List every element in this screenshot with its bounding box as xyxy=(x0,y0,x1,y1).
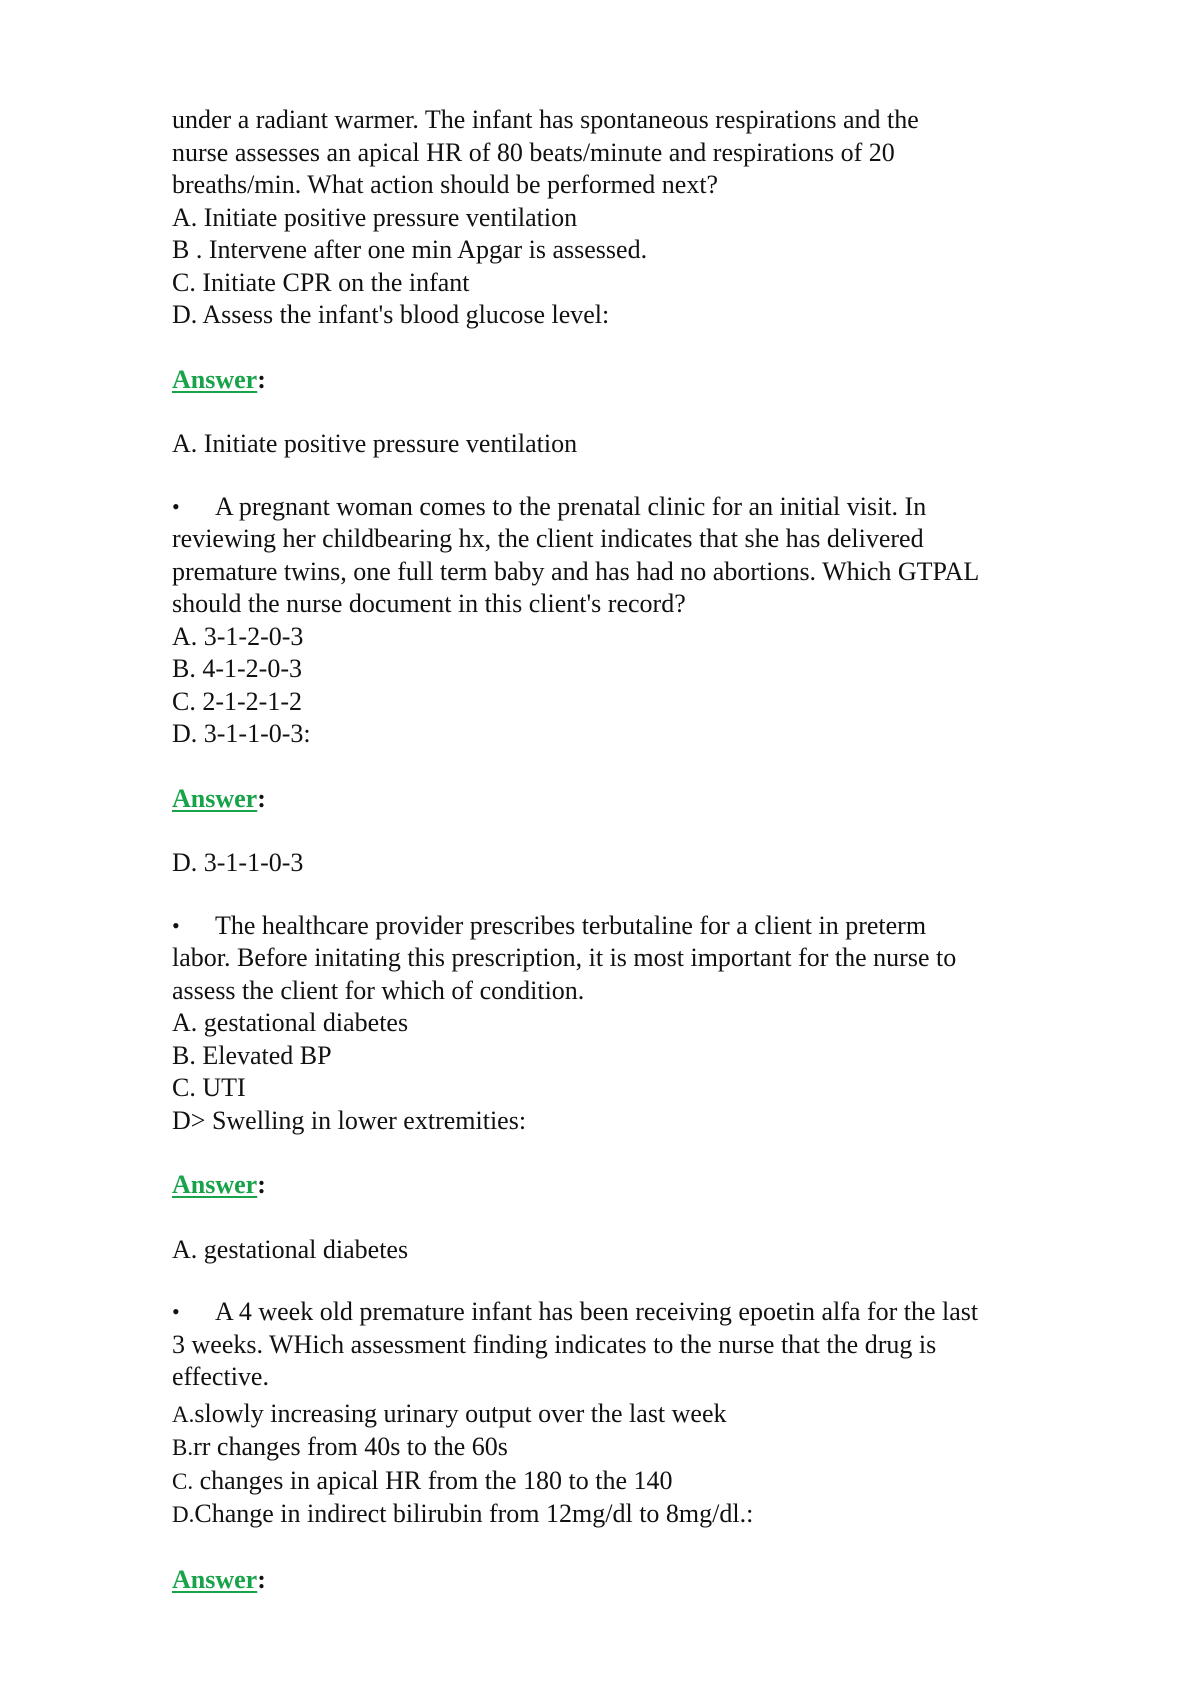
answer-heading: Answer: xyxy=(172,364,266,394)
option-b: B. Elevated BP xyxy=(172,1040,332,1070)
answer-label: Answer xyxy=(172,364,258,394)
bullet-icon: • xyxy=(172,1299,180,1324)
answer-label: Answer xyxy=(172,1564,258,1594)
question-text-line: breaths/min. What action should be performed next? xyxy=(172,170,719,199)
option-a: A.slowly increasing urinary output over the last week xyxy=(172,1398,727,1428)
page-content xyxy=(172,104,1072,1596)
option-d: D> Swelling in lower extremities: xyxy=(172,1105,527,1135)
answer-text: A. Initiate positive pressure ventilation xyxy=(172,429,578,458)
question-text-line: reviewing her childbearing hx, the client indicates that she has delivered xyxy=(172,524,924,553)
bullet-icon: • xyxy=(172,493,180,519)
question-first-line: • A 4 week old premature infant has been receiving epoetin alfa for the last xyxy=(172,1296,1072,1329)
question-text-line: premature twins, one full term baby and has had no abortions. Which GTPAL xyxy=(172,556,980,586)
answer-heading: Answer: xyxy=(172,1170,266,1199)
question-text-line: labor. Before initating this prescription, it is most important for the nurse to xyxy=(172,943,957,972)
option-a: A. 3-1-2-0-3 xyxy=(172,621,304,651)
question-text-line: effective. xyxy=(172,1362,269,1391)
option-c: C. changes in apical HR from the 180 to the 140 xyxy=(172,1465,673,1495)
bullet-icon: • xyxy=(172,912,180,938)
question-first-line: • A pregnant woman comes to the prenatal clinic for an initial visit. In xyxy=(172,491,1072,524)
option-c: C. Initiate CPR on the infant xyxy=(172,267,470,297)
question-1 xyxy=(172,104,1072,332)
option-a: A. gestational diabetes xyxy=(172,1008,409,1037)
option-d: D. Assess the infant's blood glucose level: xyxy=(172,300,610,329)
question-text-line: assess the client for which of condition. xyxy=(172,975,585,1005)
question-text-line: nurse assesses an apical HR of 80 beats/minute and respirations of 20 xyxy=(172,137,895,167)
option-b: B. 4-1-2-0-3 xyxy=(172,654,302,683)
question-text-line: under a radiant warmer. The infant has spontaneous respirations and the xyxy=(172,105,919,134)
answer-text: A. gestational diabetes xyxy=(172,1234,409,1264)
option-c: C. UTI xyxy=(172,1073,246,1102)
question-text-line: should the nurse document in this client's record? xyxy=(172,589,686,618)
answer-text: D. 3-1-1-0-3 xyxy=(172,848,304,877)
option-d: D. 3-1-1-0-3: xyxy=(172,719,311,748)
answer-heading: Answer: xyxy=(172,1564,266,1594)
answer-label: Answer xyxy=(172,1170,258,1199)
option-b: B.rr changes from 40s to the 60s xyxy=(172,1432,508,1461)
option-a: A. Initiate positive pressure ventilation xyxy=(172,202,578,232)
question-2 xyxy=(172,491,1072,751)
option-d: D.Change in indirect bilirubin from 12mg/dl to 8mg/dl.: xyxy=(172,1499,754,1528)
option-c: C. 2-1-2-1-2 xyxy=(172,686,302,716)
option-b: B . Intervene after one min Apgar is assessed. xyxy=(172,235,648,264)
answer-heading: Answer: xyxy=(172,783,266,813)
question-4 xyxy=(172,1296,1072,1532)
answer-label: Answer xyxy=(172,783,258,813)
question-3 xyxy=(172,910,1072,1138)
question-first-line: • The healthcare provider prescribes terbutaline for a client in preterm xyxy=(172,910,1072,943)
question-text-line: 3 weeks. WHich assessment finding indicates to the nurse that the drug is xyxy=(172,1329,937,1359)
